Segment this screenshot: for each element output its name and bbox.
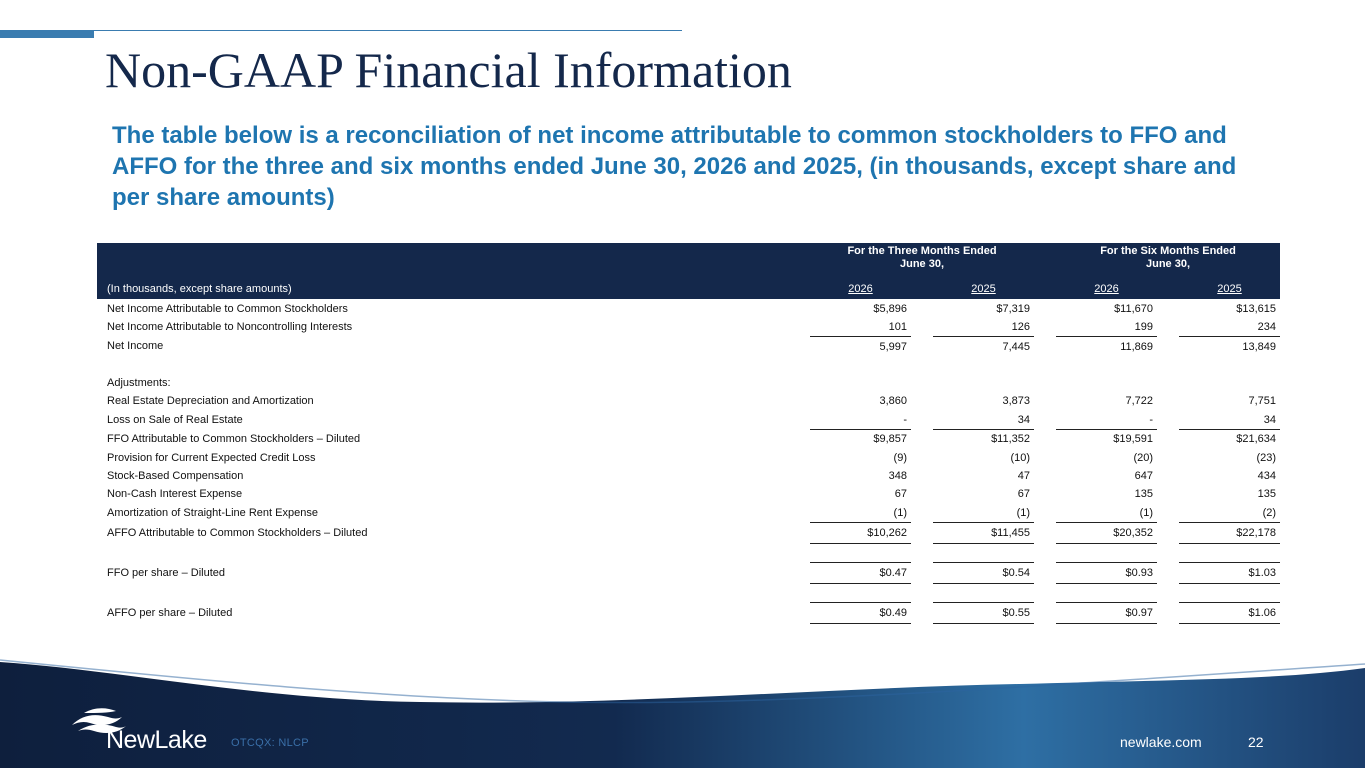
row-value: 67: [894, 488, 907, 501]
row-value: (9): [893, 451, 907, 464]
year-header-0-text: 2026: [848, 283, 873, 295]
header-blank: [97, 243, 810, 279]
row-value: $13,615: [1236, 302, 1277, 315]
table-row: [97, 318, 1280, 336]
row-value: $0.97: [1056, 602, 1157, 624]
row-value: 434: [1257, 469, 1277, 482]
header-gap: [1157, 279, 1179, 299]
row-value: 3,873: [1002, 395, 1031, 408]
row-value: $11,455: [933, 522, 1034, 544]
ticker-symbol: OTCQX: NLCP: [231, 737, 309, 749]
row-value: $9,857: [810, 429, 911, 448]
row-label: Amortization of Straight-Line Rent Expense: [107, 506, 318, 519]
row-value: $19,591: [1056, 429, 1157, 448]
row-value: (2): [1262, 506, 1277, 519]
row-value: $0.54: [933, 562, 1034, 584]
header-three-months: [810, 243, 1034, 279]
row-label: Net Income: [107, 340, 164, 353]
row-value: 126: [1011, 321, 1031, 334]
row-value: 34: [1263, 413, 1277, 426]
row-value: 199: [1134, 321, 1154, 334]
table-row: [97, 411, 1280, 429]
table-group-header-row: [97, 243, 1280, 279]
row-value: (20): [1133, 451, 1154, 464]
row-value: (1): [893, 506, 907, 519]
row-value: 47: [1017, 469, 1031, 482]
row-value: (10): [1010, 451, 1031, 464]
table-row: [97, 467, 1280, 485]
table-row: [97, 562, 1280, 584]
row-label: Loss on Sale of Real Estate: [107, 413, 243, 426]
table-row: [97, 448, 1280, 466]
table-row: [97, 429, 1280, 448]
header-gap: [1034, 243, 1056, 279]
year-header-3: [1179, 279, 1280, 299]
year-header-2-text: 2026: [1094, 283, 1119, 295]
row-value: (1): [1139, 506, 1154, 519]
label-column-header: (In thousands, except share amounts): [107, 283, 292, 295]
table-row: [97, 602, 1280, 624]
row-value: 348: [888, 469, 907, 482]
row-label: Non-Cash Interest Expense: [107, 488, 243, 501]
header-gap: [911, 279, 933, 299]
year-header-3-text: 2025: [1217, 283, 1242, 295]
row-value: $22,178: [1179, 522, 1280, 544]
row-value: $11,670: [1114, 302, 1154, 315]
header-six-months-text: For the Six Months Ended June 30,: [1100, 245, 1236, 270]
row-value: $0.93: [1056, 562, 1157, 584]
page-subtitle: The table below is a reconciliation of net income attributable to common stockholders to FFO and AFFO for the three and six months ended June 30, 2026 and 2025, (in thousands, except share and per share amounts): [112, 122, 1237, 211]
row-value: 34: [1017, 413, 1031, 426]
newlake-logo-text: NewLake: [106, 726, 207, 754]
row-value: 135: [1257, 488, 1277, 501]
header-six-months: [1056, 243, 1280, 279]
row-value: $7,319: [996, 302, 1031, 315]
row-label: FFO Attributable to Common Stockholders – Diluted: [107, 432, 361, 445]
year-header-1: [933, 279, 1034, 299]
row-value: $1.03: [1179, 562, 1280, 584]
website-link[interactable]: newlake.com: [1120, 734, 1202, 750]
row-value: -: [1149, 413, 1154, 426]
page-title: Non-GAAP Financial Information: [105, 42, 792, 98]
row-value: 11,869: [1056, 336, 1157, 355]
row-label: AFFO Attributable to Common Stockholders – Diluted: [107, 526, 368, 539]
year-header-1-text: 2025: [971, 283, 996, 295]
row-value: 7,445: [933, 336, 1034, 355]
page-number: 22: [1248, 734, 1264, 750]
row-label: Net Income Attributable to Common Stockholders: [107, 302, 348, 315]
row-value: -: [903, 413, 907, 426]
row-label: FFO per share – Diluted: [107, 566, 225, 579]
top-rule: [94, 30, 682, 31]
table-row: [97, 485, 1280, 503]
table-row: [97, 336, 1280, 355]
row-value: 647: [1134, 469, 1154, 482]
row-value: 3,860: [879, 395, 907, 408]
table-row: [97, 374, 1280, 392]
row-value: $5,896: [873, 302, 907, 315]
row-value: $0.55: [933, 602, 1034, 624]
row-value: $21,634: [1179, 429, 1280, 448]
row-value: $20,352: [1056, 522, 1157, 544]
row-value: 67: [1017, 488, 1031, 501]
table-row: [97, 522, 1280, 544]
row-value: $0.49: [810, 602, 911, 624]
row-label: Stock-Based Compensation: [107, 469, 244, 482]
top-accent-bar: [0, 30, 94, 38]
reconciliation-table: [97, 243, 1280, 624]
row-value: 101: [888, 321, 907, 334]
header-three-months-text: For the Three Months Ended June 30,: [847, 245, 997, 270]
row-label: Provision for Current Expected Credit Loss: [107, 451, 316, 464]
row-value: $0.47: [810, 562, 911, 584]
row-value: $11,352: [933, 429, 1034, 448]
row-label: Adjustments:: [107, 376, 171, 389]
year-header-0: [810, 279, 911, 299]
table-spacer: [97, 584, 1280, 602]
row-label: Real Estate Depreciation and Amortization: [107, 395, 314, 408]
row-value: $1.06: [1179, 602, 1280, 624]
row-value: (1): [1016, 506, 1031, 519]
row-label: Net Income Attributable to Noncontrolling Interests: [107, 321, 353, 334]
row-value: $10,262: [810, 522, 911, 544]
table-year-header-row: [97, 279, 1280, 299]
row-value: 7,751: [1248, 395, 1277, 408]
table-row: [97, 392, 1280, 410]
row-value: 13,849: [1179, 336, 1280, 355]
reconciliation-table-container: [97, 243, 1276, 624]
year-header-2: [1056, 279, 1157, 299]
table-row: [97, 299, 1280, 318]
row-value: 135: [1134, 488, 1154, 501]
header-gap: [1034, 279, 1056, 299]
row-value: 5,997: [810, 336, 911, 355]
table-row: [97, 504, 1280, 522]
table-spacer: [97, 544, 1280, 562]
row-label: AFFO per share – Diluted: [107, 606, 233, 619]
row-value: 7,722: [1125, 395, 1154, 408]
table-spacer: [97, 356, 1280, 374]
row-value: (23): [1256, 451, 1277, 464]
row-value: 234: [1257, 321, 1277, 334]
